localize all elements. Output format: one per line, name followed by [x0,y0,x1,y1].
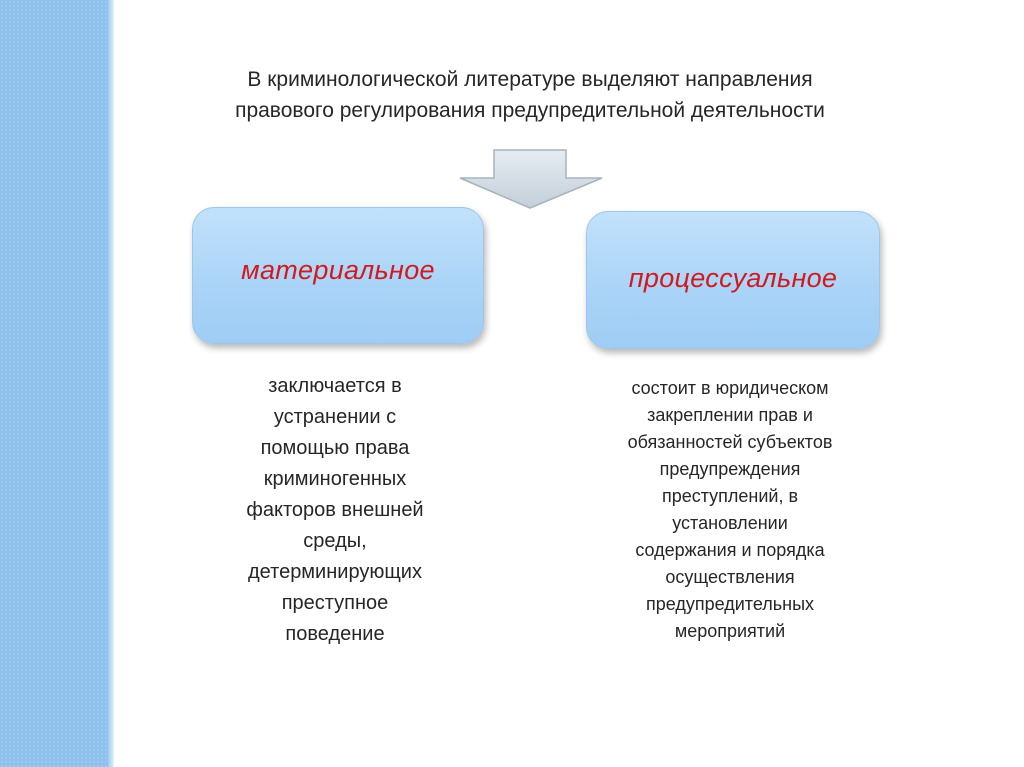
category-box-procedural [586,211,880,349]
side-strip-edge [108,0,114,767]
slide-heading [150,64,910,126]
description-line: мероприятий [674,621,786,641]
category-label-material: материальное [241,255,435,285]
description-line: факторов внешней [246,499,424,521]
description-line: осуществления [665,567,795,587]
description-line: предупредительных [645,594,815,614]
description-line: установлении [672,513,788,533]
decorative-side-strip [0,0,112,767]
description-line: обязанностей субъектов [627,432,833,452]
description-line: преступное [281,592,389,614]
description-line: среды, [303,530,367,552]
description-line: содержания и порядка [635,540,825,560]
heading-line-2: правового регулирования предупредительной деятельности [235,99,825,122]
description-line: помощью права [260,437,410,459]
description-line: состоит в юридическом [631,378,829,398]
description-line: преступлений, в [661,486,799,506]
description-line: детерминирующих [248,561,422,583]
procedural-description [580,375,880,645]
category-label-procedural: процессуальное [628,262,838,293]
description-line: криминогенных [263,468,407,490]
description-line: предупреждения [659,459,801,479]
description-line: закреплении прав и [647,405,813,425]
description-line: поведение [285,623,385,645]
material-description [190,371,480,650]
description-line: устранении с [273,406,397,428]
heading-line-1: В криминологической литературе выделяют направления [247,68,813,91]
category-box-material [192,207,484,344]
down-arrow-shape [460,150,602,208]
down-arrow-icon [456,148,606,212]
description-line: заключается в [268,375,402,397]
